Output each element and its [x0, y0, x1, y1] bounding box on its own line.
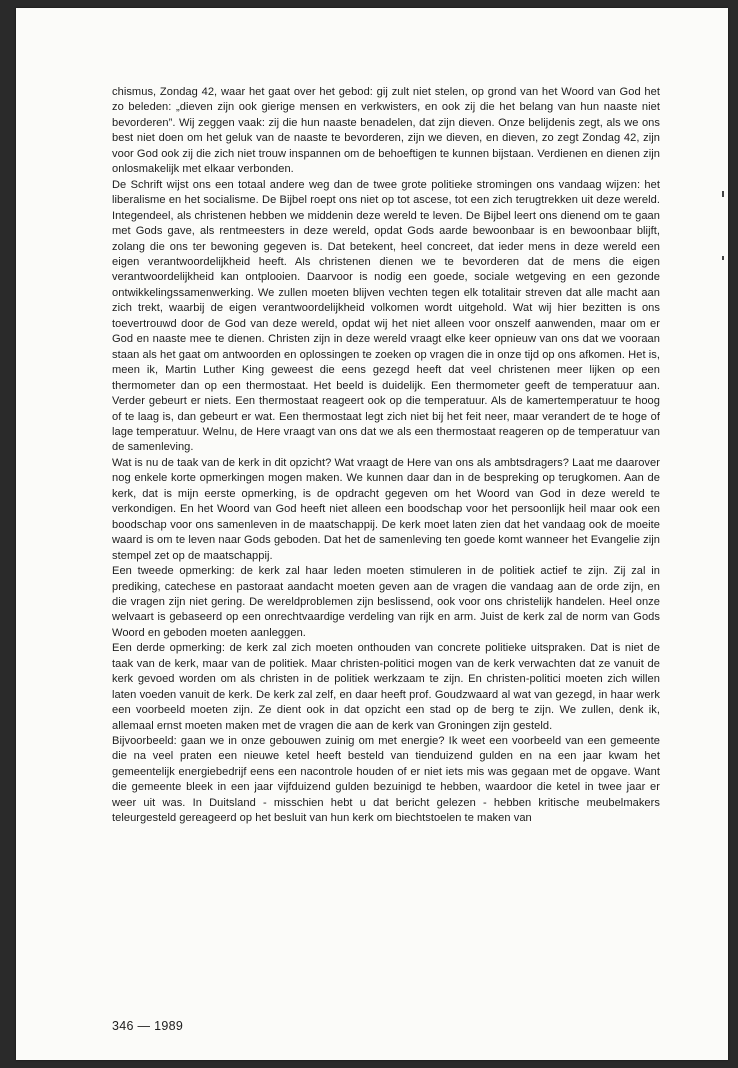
paragraph-6: Bijvoorbeeld: gaan we in onze gebouwen zuinig om met energie? Ik weet een voorbeeld van een gemeente die na veel praten een nieuwe ketel heeft besteld van tienduizend gulden en na een jaar kwam het gemeentelijk energiebedrijf eens een nacontrole houden of er niet iets mis was gegaan met de opgave. Want die gemeente bleek in een jaar vijfduizend gulden bezuinigd te hebben, waardoor die ketel in twee jaar er weer uit was. In Duitsland - misschien hebt u dat bericht gelezen - hebben kritische meubelmakers teleurgesteld gereageerd op het besluit van hun kerk om biechtstoelen te maken van	[112, 735, 660, 825]
paragraph-5: Een derde opmerking: de kerk zal zich moeten onthouden van concrete politieke uitspraken. Dat is niet de taak van de kerk, maar van de politiek. Maar christen-politici mogen van de kerk verwachten dat ze vanuit de kerk gevoed worden om als christen in de politiek werkzaam te zijn. En christen-politici moeten zich willen laten voeden vanuit de kerk. De kerk zal zelf, en daar heeft prof. Goudzwaard al wat van gezegd, in haar werk een voorbeeld moeten zijn. Ze dient ook in dat opzicht een stad op de berg te zijn. We zullen, denk ik, allemaal ernst moeten maken met de vragen die aan de kerk van Groningen zijn gesteld.	[112, 642, 660, 732]
paragraph-1: chismus, Zondag 42, waar het gaat over het gebod: gij zult niet stelen, op grond van het Woord van God het zo beleden: „dieven zijn ook gierige mensen en verkwisters, en ook zij die het belang van hun naaste niet bevorderen”. Wij zeggen vaak: zij die hun naaste benadelen, dat zijn dieven. Onze belijdenis zegt, als we ons best niet doen om het geluk van de naaste te bevorderen, zijn we dieven, en dieven, zo zegt Zondag 42, zijn voor God ook zij die zich niet trouw inspannen om de behoeftigen te kunnen bijstaan. Verdienen en dienen zijn onlosmakelijk met elkaar verbonden.	[112, 86, 660, 176]
document-page	[16, 8, 728, 1060]
body-text	[112, 85, 660, 827]
paragraph-3: Wat is nu de taak van de kerk in dit opzicht? Wat vraagt de Here van ons als ambtsdragers? Laat me daarover nog enkele korte opmerkingen mogen maken. We kunnen daar dan in de bespreking op terugkomen. Aan de kerk, dat is mijn eerste opmerking, is de opdracht gegeven om het Woord van God in deze wereld te verkondigen. En het Woord van God heeft niet alleen een boodschap voor het persoonlijk heil maar ook een boodschap voor ons samenleven in de maatschappij. De kerk moet laten zien dat het vandaag ook de moeite waard is om te leven naar Gods geboden. Dat het de samenleving ten goede komt wanneer het Evangelie zijn stempel zet op de maatschappij.	[112, 456, 660, 562]
scan-edge-mark	[722, 256, 724, 260]
scan-edge-mark	[722, 191, 724, 197]
page-number: 346 — 1989	[112, 1019, 184, 1033]
paragraph-4: Een tweede opmerking: de kerk zal haar leden moeten stimuleren in de politiek actief te zijn. Zij zal in prediking, catechese en pastoraat aandacht moeten geven aan de vragen die vandaag aan de orde zijn, en die vragen zijn niet gering. De wereldproblemen zijn beslissend, ook voor ons christelijk handelen. Heel onze welvaart is gebaseerd op een onrechtvaardige verdeling van rijk en arm. Juist de kerk zal de norm van Gods Woord en geboden moeten aanleggen.	[112, 565, 660, 639]
paragraph-2: De Schrift wijst ons een totaal andere weg dan de twee grote politieke stromingen ons vandaag wijzen: het liberalisme en het socialisme. De Bijbel roept ons niet op tot ascese, tot een zich terugtrekken uit deze wereld. Integendeel, als christenen hebben we middenin deze wereld te leven. De Bijbel leert ons dienend om te gaan met Gods gave, als rentmeesters in deze wereld, opdat Gods aarde bewoonbaar is en bewoonbaar blijft, zolang die ons ter bewoning gegeven is. Dat betekent, heel concreet, dat ieder mens in deze wereld een eigen verantwoordelijkheid heeft. Als christenen dienen we te bevorderen dat de mens die eigen verantwoordelijkheid kan ontplooien. Daarvoor is nodig een goede, sociale wetgeving en een gezonde ontwikkelingssamenwerking. We zullen moeten blijven vechten tegen elk totalitair streven dat alle macht aan zich trekt, waarbij de eigen verantwoordelijkheid volkomen wordt uitgehold. Wat wij hier bezitten is ons toevertrouwd door de God van deze wereld, opdat wij het niet alleen voor onszelf aanwenden, maar om er God en naaste mee te dienen. Christen zijn in deze wereld vraagt elke keer opnieuw van ons dat we vooraan staan als het gaat om antwoorden en oplossingen te zoeken op vragen die in onze tijd op ons afkomen. Het is, meen ik, Martin Luther King geweest die eens gezegd heeft dat veel christenen meer lijken op een thermometer dan op een thermostaat. Het beeld is duidelijk. Een thermometer geeft de temperatuur aan. Verder gebeurt er niets. Een thermostaat reageert ook op die temperatuur. Als de kamertemperatuur te hoog of te laag is, dan gebeurt er wat. Een thermostaat legt zich niet bij het feit neer, maar verandert de te hoge of lage temperatuur. Welnu, de Here vraagt van ons dat we als een thermostaat reageren op de temperatuur van de samenleving.	[112, 178, 660, 454]
